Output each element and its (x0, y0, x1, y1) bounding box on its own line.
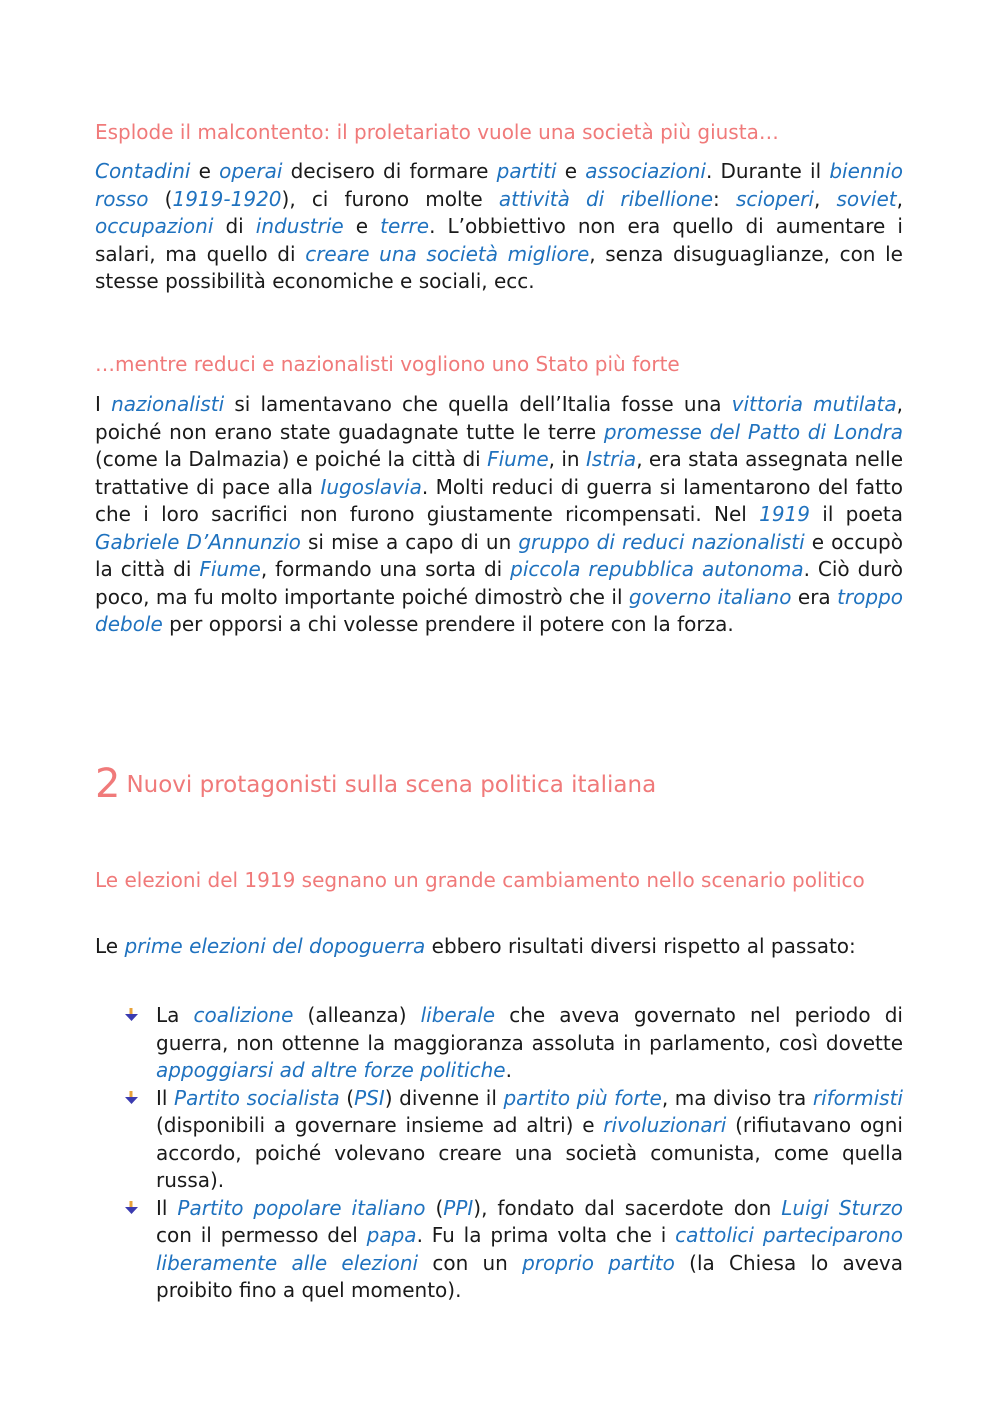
section-heading-nazionalisti: …mentre reduci e nazionalisti vogliono uno Stato più forte (95, 352, 680, 376)
keyword: papa (366, 1223, 417, 1247)
keyword: Luigi Sturzo (781, 1195, 904, 1220)
arrow-down-bullet-icon (125, 1091, 138, 1105)
paragraph-nazionalisti: I nazionalisti si lamentavano che quella dell’Italia fosse una vittoria mutilata, poiché non erano state guadagnate tutte le terre promesse del Patto di Londra (come la Dalmazia) e poiché la città di Fiume, in Istria, era stata assegnata nelle trattative di pace alla Iugoslavia. Molti reduci di guerra si lamentarono del fatto che i loro sacrifici non furono giustamente ricompensati. Nel 1919 il poeta Gabriele D’Annunzio si mise a capo di un gruppo di reduci nazionalisti e occupò la città di Fiume, formando una sorta di piccola repubblica autonoma. Ciò durò poco, ma fu molto importante poiché dimostrò che il governo italiano era troppo debole per opporsi a chi volesse prendere il potere con la forza. (95, 392, 904, 636)
keyword: 1919 (759, 502, 810, 526)
keyword: appoggiarsi ad altre forze politiche (156, 1058, 506, 1082)
keyword: coalizione (193, 1003, 294, 1027)
keyword: Partito popolare italiano (177, 1195, 426, 1220)
keyword: industrie (255, 214, 344, 238)
keyword: promesse del Patto di Londra (603, 419, 903, 444)
keyword: Iugoslavia (320, 474, 422, 499)
keyword: vittoria mutilata (731, 392, 897, 416)
keyword: governo italiano (628, 584, 792, 609)
chapter-heading (95, 761, 903, 807)
keyword: Istria (585, 447, 637, 471)
keyword: soviet (836, 186, 897, 211)
arrow-down-bullet-icon (125, 1201, 138, 1215)
keyword: proprio partito (522, 1250, 675, 1275)
keyword: riformisti (812, 1085, 903, 1110)
keyword: creare una società migliore (305, 241, 590, 266)
parties-list (125, 1002, 903, 1305)
keyword: Fiume (199, 557, 261, 581)
keyword: gruppo di reduci nazionalisti (518, 529, 805, 554)
chapter-title: Nuovi protagonisti sulla scena politica italiana (126, 772, 657, 798)
keyword: troppo debole (95, 584, 904, 636)
chapter-number: 2 (95, 761, 121, 807)
keyword: prime elezioni del dopoguerra (124, 934, 426, 958)
keyword: terre (380, 214, 430, 238)
list-item (125, 1002, 903, 1085)
list-item-text: La coalizione (alleanza) liberale che aveva governato nel periodo di guerra, non ottenne la maggioranza assoluta in parlamento, così dovette appoggiarsi ad altre forze politiche. (156, 1003, 903, 1082)
keyword: Partito socialista (174, 1085, 340, 1110)
paragraph-malcontento: Contadini e operai decisero di formare partiti e associazioni. Durante il biennio rosso (1919-1920), ci furono molte attività di ribellione: scioperi, soviet, occupazioni di industrie e terre. L’obbiettivo non era quello di aumentare i salari, ma quello di creare una società migliore, senza disuguaglianze, con le stesse possibilità economiche e sociali, ecc. (95, 159, 904, 293)
keyword: associazioni (585, 159, 706, 183)
keyword: 1919-1920 (172, 186, 282, 211)
keyword: operai (219, 159, 283, 183)
keyword: partiti (496, 159, 557, 183)
keyword: PSI (354, 1085, 385, 1110)
keyword: Fiume (487, 447, 549, 471)
keyword: biennio rosso (95, 159, 904, 211)
keyword: cattolici parteciparono liberamente alle elezioni (156, 1223, 904, 1275)
keyword: liberale (420, 1003, 496, 1027)
list-item-text: Il Partito socialista (PSI) divenne il partito più forte, ma diviso tra riformisti (disponibili a governare insieme ad altri) e rivoluzionari (rifiutavano ogni accordo, poiché volevano creare una società comunista, come quella russa). (156, 1085, 903, 1192)
keyword: nazionalisti (111, 392, 225, 416)
keyword: Gabriele D’Annunzio (95, 529, 301, 554)
section-heading-malcontento: Esplode il malcontento: il proletariato vuole una società più giusta… (95, 120, 779, 144)
keyword: rivoluzionari (603, 1113, 727, 1137)
keyword: scioperi (735, 186, 814, 211)
keyword: PPI (443, 1195, 474, 1220)
keyword: piccola repubblica autonoma (510, 557, 804, 581)
list-item-text: Il Partito popolare italiano (PPI), fondato dal sacerdote don Luigi Sturzo con il permesso del papa. Fu la prima volta che i cattolici parteciparono liberamente alle elezioni con un proprio partito (la Chiesa lo aveva proibito fino a quel momento). (156, 1195, 904, 1302)
keyword: Contadini (95, 159, 191, 183)
list-item (125, 1085, 903, 1195)
keyword: partito più forte (503, 1085, 662, 1110)
paragraph-elezioni: Le prime elezioni del dopoguerra ebbero risultati diversi rispetto al passato: (95, 934, 856, 958)
section-heading-elezioni: Le elezioni del 1919 segnano un grande cambiamento nello scenario politico (95, 868, 865, 892)
keyword: attività di ribellione (498, 186, 714, 211)
arrow-down-bullet-icon (125, 1008, 138, 1022)
list-item (125, 1195, 903, 1305)
keyword: occupazioni (95, 214, 214, 238)
